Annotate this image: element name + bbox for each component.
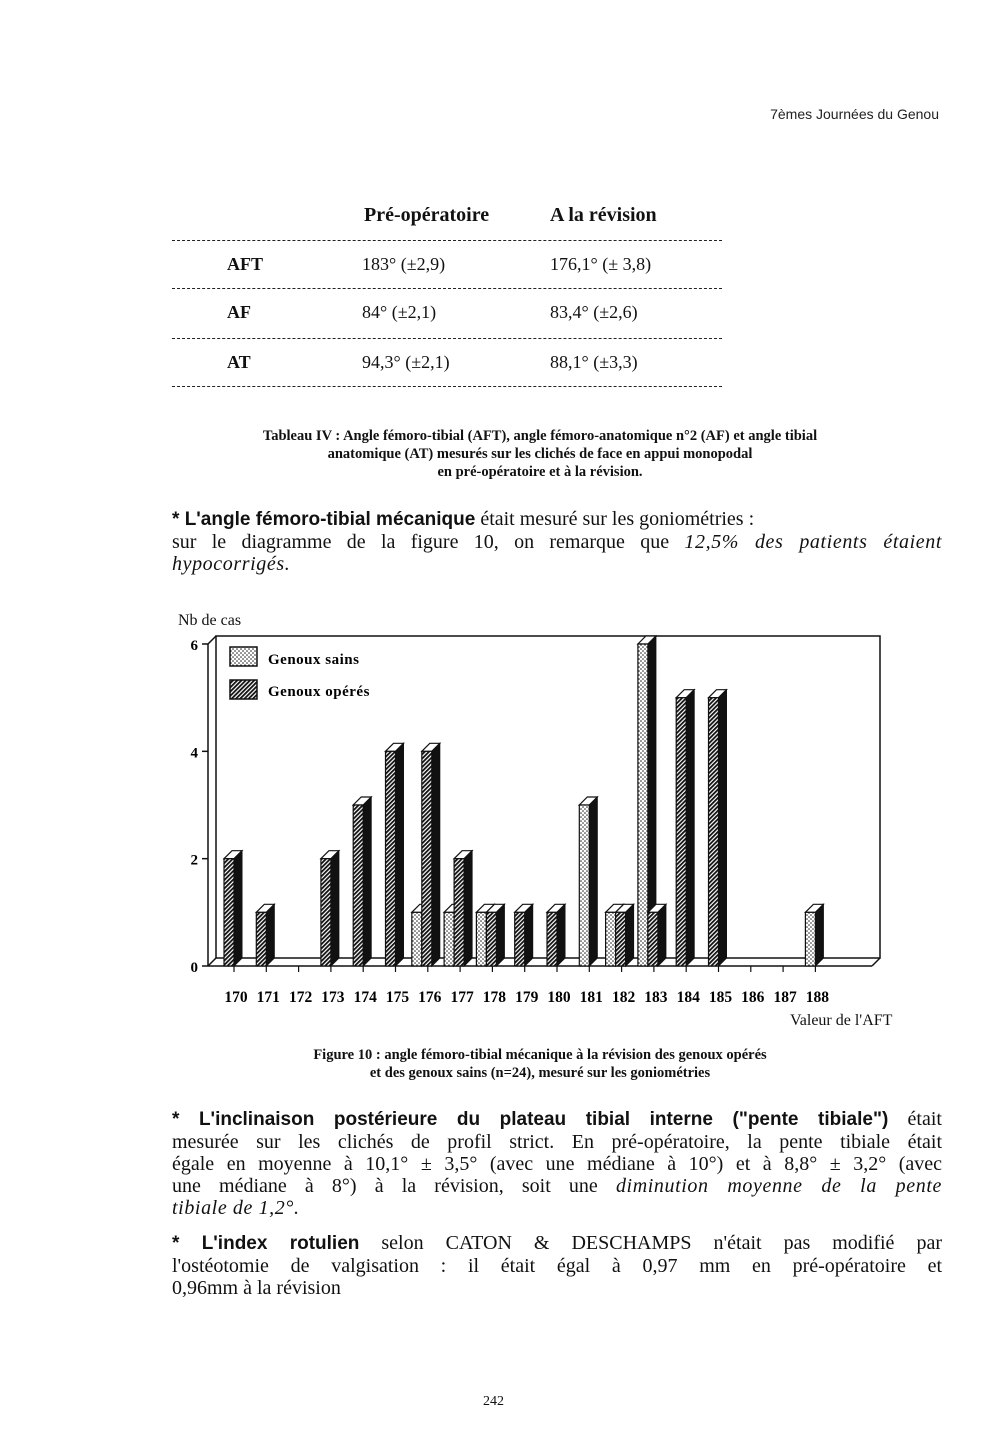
caption-line: et des genoux sains (n=24), mesuré sur les goniométries — [369, 1065, 711, 1081]
bar-side-face — [432, 743, 440, 966]
bar-front-face — [422, 751, 432, 966]
bar-front-face — [616, 912, 626, 966]
bar-side-face — [719, 690, 727, 966]
bar-genoux-operes — [386, 743, 404, 966]
running-header: 7èmes Journées du Genou — [770, 106, 939, 122]
x-tick-label: 183 — [644, 989, 668, 1006]
bar-side-face — [626, 904, 634, 966]
cell-pre: 94,3° (±2,1) — [362, 352, 450, 372]
x-tick-label: 186 — [741, 989, 765, 1006]
x-tick-label: 176 — [418, 989, 442, 1006]
cell-rev: 83,4° (±2,6) — [550, 302, 638, 322]
bar-front-face — [486, 912, 496, 966]
x-tick-label: 170 — [224, 989, 248, 1006]
caption-line: anatomique (AT) mesurés sur les clichés de face en appui monopodal — [327, 446, 753, 462]
plot-top-edge — [208, 636, 216, 644]
bar-front-face — [353, 805, 363, 966]
bar-genoux-operes — [321, 851, 339, 966]
column-header-rev: A la révision — [550, 204, 657, 226]
y-tick-label: 6 — [190, 638, 198, 654]
bold-term: L'index rotulien — [201, 1233, 360, 1254]
bullet-star: * — [172, 1109, 199, 1130]
bar-side-face — [658, 904, 666, 966]
legend-swatch-operes — [230, 680, 257, 699]
bar-side-face — [589, 797, 597, 966]
bar-genoux-operes — [676, 690, 694, 966]
italic-text: hypocorrigés. — [172, 553, 291, 575]
bar-side-face — [331, 851, 339, 966]
text-line: égale en moyenne à 10,1° ± 3,5° (avec une médiane à 10°) et à 8,8° ± 3,2° (avec — [172, 1153, 942, 1175]
text: sur le diagramme de la figure 10, on remarque que — [172, 531, 685, 553]
x-tick-label: 173 — [321, 989, 345, 1006]
bar-front-face — [579, 805, 589, 966]
bar-genoux-operes — [515, 904, 533, 966]
x-tick-label: 179 — [515, 989, 539, 1006]
plot-floor-edge — [872, 958, 880, 966]
plot-floor-edge — [208, 958, 216, 966]
bar-side-face — [266, 904, 274, 966]
x-tick-label: 174 — [353, 989, 377, 1006]
text: selon CATON & DESCHAMPS n'était pas modifié par — [359, 1232, 942, 1254]
y-axis-label: Nb de cas — [178, 612, 242, 629]
bar-front-face — [444, 912, 454, 966]
bar-front-face — [454, 859, 464, 966]
bullet-star: * — [172, 509, 185, 530]
x-tick-label: 181 — [579, 989, 603, 1006]
bold-term: L'angle fémoro-tibial mécanique — [184, 509, 476, 530]
caption-line: en pré-opératoire et à la révision. — [437, 464, 643, 480]
bar-side-face — [557, 904, 565, 966]
x-tick-label: 182 — [611, 989, 636, 1006]
x-tick-label: 172 — [288, 989, 313, 1006]
bullet-star: * — [172, 1233, 202, 1254]
bar-genoux-operes — [353, 797, 371, 966]
bar-front-face — [321, 859, 331, 966]
italic-text: diminution moyenne de la pente — [615, 1175, 942, 1197]
text: une médiane à 8°) à la révision, soit une — [172, 1175, 616, 1197]
bar-side-face — [686, 690, 694, 966]
italic-text: 12,5% des patients étaient — [684, 531, 942, 553]
page-number: 242 — [483, 1394, 504, 1409]
bar-front-face — [412, 912, 422, 966]
bar-front-face — [386, 751, 396, 966]
bar-genoux-operes — [616, 904, 634, 966]
cell-rev: 88,1° (±3,3) — [550, 352, 638, 372]
x-tick-label: 171 — [256, 989, 280, 1006]
figure-caption — [140, 1046, 940, 1082]
bar-genoux-sains — [805, 904, 823, 966]
bar-side-face — [363, 797, 371, 966]
bar-front-face — [476, 912, 486, 966]
bar-front-face — [805, 912, 815, 966]
bar-genoux-operes — [256, 904, 274, 966]
row-label: AFT — [227, 254, 263, 274]
bar-front-face — [606, 912, 616, 966]
bar-side-face — [396, 743, 404, 966]
bar-front-face — [638, 644, 648, 966]
cell-pre: 84° (±2,1) — [362, 302, 437, 322]
legend-label-operes: Genoux opérés — [268, 684, 370, 700]
y-tick-label: 0 — [190, 960, 198, 976]
column-header-pre: Pré-opératoire — [364, 204, 490, 226]
italic-text: tibiale de 1,2°. — [172, 1197, 300, 1219]
caption-line: Figure 10 : angle fémoro-tibial mécanique à la révision des genoux opérés — [313, 1047, 767, 1063]
bar-side-face — [464, 851, 472, 966]
bar-side-face — [525, 904, 533, 966]
bar-front-face — [515, 912, 525, 966]
bar-genoux-operes — [547, 904, 565, 966]
bar-front-face — [709, 698, 719, 966]
x-tick-label: 185 — [708, 989, 733, 1006]
legend-swatch-sains — [230, 647, 257, 666]
bar-front-face — [676, 698, 686, 966]
x-tick-label: 188 — [805, 989, 830, 1006]
y-tick-label: 2 — [190, 852, 198, 869]
x-tick-label: 184 — [676, 989, 700, 1006]
bar-side-face — [815, 904, 823, 966]
x-tick-label: 187 — [773, 989, 797, 1006]
text-line: 0,96mm à la révision — [172, 1277, 341, 1299]
bar-genoux-operes — [709, 690, 727, 966]
x-tick-label: 178 — [482, 989, 507, 1006]
x-tick-label: 180 — [547, 989, 571, 1006]
bar-side-face — [234, 851, 242, 966]
cell-rev: 176,1° (± 3,8) — [550, 254, 652, 274]
bold-term: L'inclinaison postérieure du plateau tibial interne ("pente tibiale") — [198, 1109, 889, 1130]
bar-front-face — [224, 859, 234, 966]
row-label: AT — [227, 352, 251, 372]
cell-pre: 183° (±2,9) — [362, 254, 446, 274]
legend-label-sains: Genoux sains — [268, 652, 360, 668]
bar-front-face — [648, 912, 658, 966]
bar-genoux-operes — [486, 904, 504, 966]
paragraph-pente-tibiale — [172, 1108, 942, 1219]
bar-front-face — [547, 912, 557, 966]
x-axis-label: Valeur de l'AFT — [790, 1012, 893, 1029]
bar-side-face — [496, 904, 504, 966]
text: était — [888, 1108, 942, 1130]
caption-line: Tableau IV : Angle fémoro-tibial (AFT), angle fémoro-anatomique n°2 (AF) et angle tibial — [262, 428, 818, 444]
x-tick-label: 177 — [450, 989, 474, 1006]
bar-genoux-operes — [648, 904, 666, 966]
text-line: mesurée sur les clichés de profil strict. En pré-opératoire, la pente tibiale était — [172, 1131, 942, 1153]
bar-genoux-operes — [422, 743, 440, 966]
text-line: l'ostéotomie de valgisation : il était égal à 0,97 mm en pré-opératoire et — [172, 1255, 942, 1277]
y-tick-label: 4 — [190, 745, 198, 762]
bar-genoux-operes — [454, 851, 472, 966]
bar-front-face — [256, 912, 266, 966]
row-label: AF — [227, 302, 251, 322]
x-tick-label: 175 — [385, 989, 410, 1006]
bar-genoux-sains — [579, 797, 597, 966]
paragraph-index-rotulien — [172, 1232, 942, 1299]
bar-genoux-operes — [224, 851, 242, 966]
text: était mesuré sur les goniométries : — [475, 508, 755, 530]
